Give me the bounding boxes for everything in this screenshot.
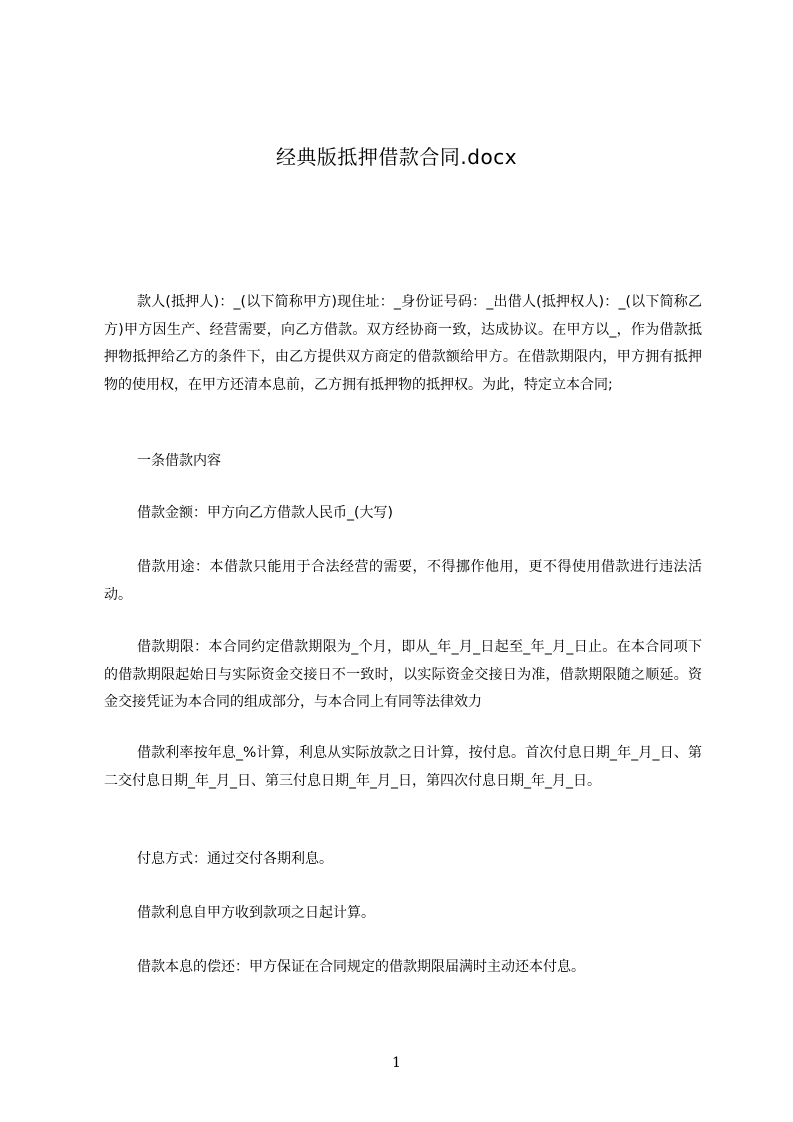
body-section-4 [104,554,702,609]
body-section-8 [104,900,702,928]
document-title: 经典版抵押借款合同.docx [275,145,518,169]
body-section-7 [104,846,702,874]
section-heading-loan-content: 一条借款内容 [137,453,221,469]
paragraph-loan-term: 借款期限：本合同约定借款期限为_个月，即从_年_月_日起至_年_月_日止。在本合同项下的借款期限起始日与实际资金交接日不一致时，以实际资金交接日为准，借款期限随之顺延。资金交接凭证为本合同的组成部分，与本合同上有同等法律效力 [104,639,702,710]
paragraph-interest-rate: 借款利率按年息_%计算，利息从实际放款之日计算，按付息。首次付息日期_年_月_日、第二交付息日期_年_月_日、第三付息日期_年_月_日，第四次付息日期_年_月_日。 [104,745,702,789]
body-section-9 [104,954,702,982]
body-section-2 [104,448,702,476]
paragraph-interest-start: 借款利息自甲方收到款项之日起计算。 [137,905,375,921]
paragraph-loan-purpose: 借款用途：本借款只能用于合法经营的需要，不得挪作他用，更不得使用借款进行违法活动。 [104,559,702,603]
paragraph-payment-method: 付息方式：通过交付各期利息。 [137,851,333,867]
body-section-1 [104,289,702,399]
paragraph-intro: 款人(抵押人)：_(以下简称甲方)现住址：_身份证号码：_出借人(抵押权人)：_(以下简称乙方)甲方因生产、经营需要，向乙方借款。双方经协商一致，达成协议。在甲方以_，作为借款抵押物抵押给乙方的条件下，由乙方提供双方商定的借款额给甲方。在借款期限内，甲方拥有抵押物的使用权，在甲方还清本息前，乙方拥有抵押物的抵押权。为此，特定立本合同; [104,294,702,393]
body-section-3 [104,500,702,528]
body-section-6 [104,740,702,795]
paragraph-loan-amount: 借款金额：甲方向乙方借款人民币_(大写) [137,505,393,521]
body-section-5 [104,634,702,717]
paragraph-repayment: 借款本息的偿还：甲方保证在合同规定的借款期限届满时主动还本付息。 [137,959,585,975]
page-number: 1 [392,1055,401,1071]
